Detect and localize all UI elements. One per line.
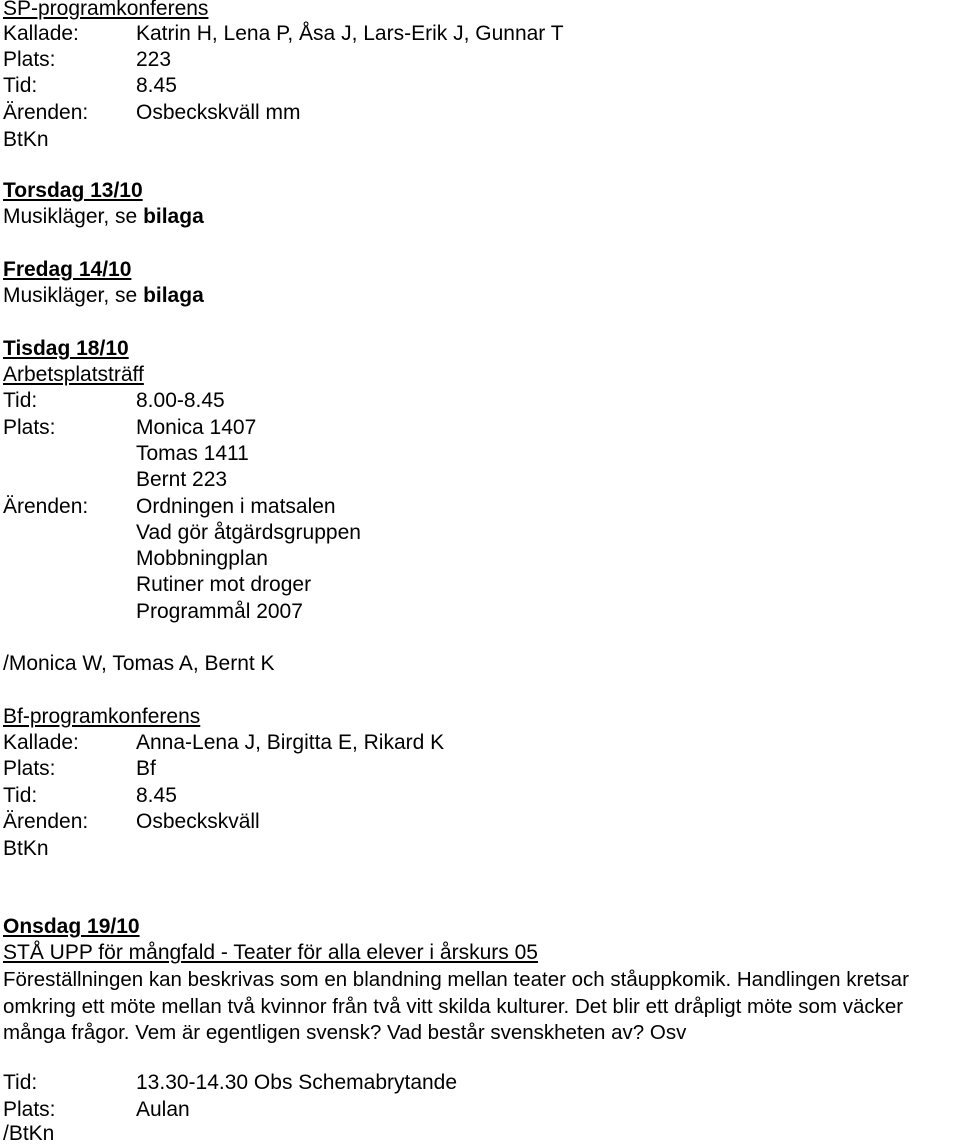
fredag-text — [3, 283, 204, 309]
tisdag-plats-row — [3, 467, 227, 493]
bf-arenden-label: Ärenden: — [3, 810, 89, 833]
torsdag-bilaga-link[interactable]: bilaga — [143, 205, 204, 228]
bf-plats-label: Plats: — [3, 757, 56, 780]
tisdag-plats-value: Monica 1407 — [136, 416, 257, 439]
onsdag-description: Föreställningen kan beskrivas som en blandning mellan teater och ståuppkomik. Handlingen kretsar omkring ett möte mellan två kvinnor från två vitt skilda kulturer. Det blir ett dråpligt möte som väcker många frågor. Vem är egentligen svensk? Vad består svenskheten av? Osv — [3, 968, 909, 1044]
bf-kallade-value: Anna-Lena J, Birgitta E, Rikard K — [136, 731, 445, 754]
bf-title: Bf-programkonferens — [3, 705, 201, 728]
tisdag-plats-row — [3, 441, 249, 467]
tisdag-heading: Tisdag 18/10 — [3, 337, 129, 360]
sp-tid-label: Tid: — [3, 74, 38, 97]
tisdag-arenden-row — [3, 599, 303, 625]
tisdag-title: Arbetsplatsträff — [3, 363, 144, 386]
onsdag-plats-value: Aulan — [136, 1098, 190, 1121]
bf-arenden-row — [3, 809, 260, 835]
tisdag-arenden-row — [3, 572, 311, 598]
bf-tid-value: 8.45 — [136, 784, 177, 807]
sp-arenden-value: Osbeckskväll mm — [136, 101, 301, 124]
sp-kallade-label: Kallade: — [3, 22, 79, 45]
tisdag-arenden-row — [3, 520, 361, 546]
tisdag-plats-value: Tomas 1411 — [136, 442, 249, 465]
bf-tid-label: Tid: — [3, 784, 38, 807]
fredag-bilaga-link[interactable]: bilaga — [143, 284, 204, 307]
sp-kallade-row — [3, 21, 564, 47]
bf-kallade-label: Kallade: — [3, 731, 79, 754]
tisdag-tid-row — [3, 388, 225, 414]
onsdag-tid-value: 13.30-14.30 Obs Schemabrytande — [136, 1071, 458, 1094]
onsdag-signature: /BtKn — [3, 1122, 55, 1145]
sp-tid-row — [3, 73, 177, 99]
tisdag-arenden-item: Programmål 2007 — [136, 600, 303, 623]
bf-kallade-row — [3, 730, 444, 756]
sp-arenden-row — [3, 100, 301, 126]
bf-tid-row — [3, 783, 177, 809]
sp-arenden-label: Ärenden: — [3, 101, 89, 124]
bf-arenden-value: Osbeckskväll — [136, 810, 260, 833]
tisdag-arenden-label: Ärenden: — [3, 495, 89, 518]
sp-plats-value: 223 — [136, 48, 172, 71]
fredag-text-label: Musikläger, se — [3, 284, 144, 307]
onsdag-tid-row — [3, 1070, 457, 1096]
torsdag-text-label: Musikläger, se — [3, 205, 144, 228]
onsdag-tid-label: Tid: — [3, 1071, 38, 1094]
tisdag-arenden-row — [3, 494, 336, 520]
bf-plats-row — [3, 756, 156, 782]
sp-tid-value: 8.45 — [136, 74, 177, 97]
tisdag-arenden-row — [3, 546, 268, 572]
tisdag-tid-value: 8.00-8.45 — [136, 389, 225, 412]
torsdag-heading: Torsdag 13/10 — [3, 179, 143, 202]
tisdag-arenden-item: Vad gör åtgärdsgruppen — [136, 521, 361, 544]
tisdag-plats-value: Bernt 223 — [136, 468, 228, 491]
onsdag-heading: Onsdag 19/10 — [3, 915, 140, 938]
sp-title: SP-programkonferens — [3, 0, 209, 20]
tisdag-arenden-item: Rutiner mot droger — [136, 573, 312, 596]
tisdag-plats-row — [3, 415, 256, 441]
sp-plats-row — [3, 47, 171, 73]
tisdag-arenden-item: Mobbningplan — [136, 547, 268, 570]
tisdag-signature: /Monica W, Tomas A, Bernt K — [3, 652, 275, 675]
torsdag-text — [3, 204, 204, 230]
sp-signature: BtKn — [3, 128, 49, 151]
sp-kallade-value: Katrin H, Lena P, Åsa J, Lars-Erik J, Gunnar T — [136, 22, 564, 45]
onsdag-title: STÅ UPP för mångfald - Teater för alla elever i årskurs 05 — [3, 941, 538, 964]
bf-plats-value: Bf — [136, 757, 156, 780]
bf-signature: BtKn — [3, 837, 49, 860]
tisdag-arenden-item: Ordningen i matsalen — [136, 495, 336, 518]
tisdag-tid-label: Tid: — [3, 389, 38, 412]
fredag-heading: Fredag 14/10 — [3, 258, 132, 281]
sp-plats-label: Plats: — [3, 48, 56, 71]
onsdag-plats-label: Plats: — [3, 1098, 56, 1121]
onsdag-plats-row — [3, 1097, 190, 1123]
tisdag-plats-label: Plats: — [3, 416, 56, 439]
